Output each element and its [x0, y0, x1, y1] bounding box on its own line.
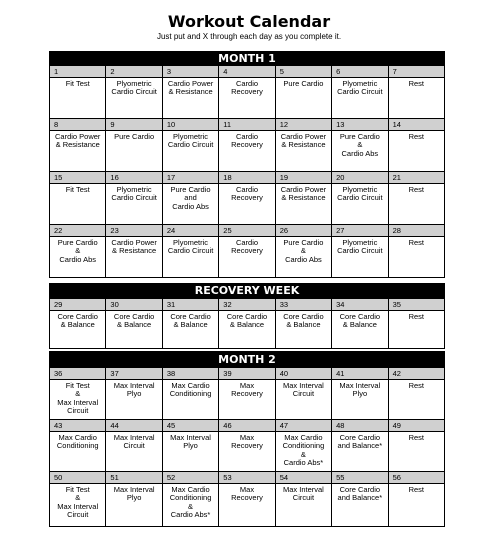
page-subtitle: Just put and X through each day as you complete it. [156, 32, 342, 41]
day-activity: Core Cardio & Balance [57, 312, 98, 330]
day-number: 35 [389, 299, 444, 311]
day-number: 24 [163, 225, 218, 237]
day-cell[interactable] [389, 299, 445, 349]
week-row [49, 119, 445, 172]
day-cell[interactable] [50, 172, 106, 225]
day-cell[interactable] [389, 119, 445, 172]
day-cell[interactable] [106, 368, 162, 420]
calendar-section [49, 351, 445, 527]
day-activity: Rest [408, 238, 424, 247]
day-activity: Cardio Power & Resistance [111, 238, 157, 256]
day-number: 46 [219, 420, 274, 432]
day-activity: Cardio Recovery [231, 79, 263, 97]
day-cell[interactable] [50, 119, 106, 172]
day-number: 36 [50, 368, 105, 380]
day-cell[interactable] [332, 420, 388, 472]
day-cell[interactable] [389, 225, 445, 278]
day-number: 19 [276, 172, 331, 184]
day-cell[interactable] [276, 368, 332, 420]
section-banner: MONTH 1 [49, 51, 445, 66]
day-activity: Rest [408, 185, 424, 194]
day-activity: Cardio Power & Resistance [280, 132, 327, 150]
day-number: 21 [389, 172, 444, 184]
day-activity: Max Interval Plyo [113, 485, 155, 503]
day-activity: Max Recovery [231, 433, 263, 451]
day-number: 51 [106, 472, 161, 484]
day-cell[interactable] [219, 225, 275, 278]
day-cell[interactable] [106, 66, 162, 119]
day-cell[interactable] [50, 420, 106, 472]
day-activity: Core Cardio and Balance* [337, 433, 383, 451]
day-cell[interactable] [163, 299, 219, 349]
day-activity: Max Interval Circuit [113, 433, 155, 451]
day-number: 33 [276, 299, 331, 311]
day-cell[interactable] [332, 368, 388, 420]
day-cell[interactable] [219, 420, 275, 472]
day-activity: Pure Cardio and Cardio Abs [170, 185, 211, 211]
day-number: 26 [276, 225, 331, 237]
day-activity: Max Interval Plyo [113, 381, 155, 399]
day-cell[interactable] [106, 420, 162, 472]
day-activity: Plyometric Cardio Circuit [337, 185, 383, 203]
day-number: 38 [163, 368, 218, 380]
day-cell[interactable] [163, 420, 219, 472]
day-cell[interactable] [276, 172, 332, 225]
day-number: 50 [50, 472, 105, 484]
day-activity: Max Interval Plyo [339, 381, 381, 399]
day-activity: Max Recovery [231, 485, 263, 503]
day-cell[interactable] [106, 225, 162, 278]
day-cell[interactable] [332, 299, 388, 349]
day-cell[interactable] [106, 119, 162, 172]
day-activity: Rest [408, 312, 424, 321]
week-row [49, 172, 445, 225]
day-cell[interactable] [50, 299, 106, 349]
day-activity: Plyometric Cardio Circuit [337, 238, 383, 256]
day-cell[interactable] [163, 368, 219, 420]
day-number: 42 [389, 368, 444, 380]
day-cell[interactable] [276, 119, 332, 172]
week-row [49, 472, 445, 527]
day-activity: Pure Cardio & Cardio Abs [283, 238, 324, 264]
week-row [49, 368, 445, 420]
day-activity: Plyometric Cardio Circuit [167, 132, 214, 150]
day-cell[interactable] [50, 66, 106, 119]
day-activity: Rest [408, 381, 424, 390]
day-activity: Cardio Recovery [231, 238, 263, 256]
week-row [49, 66, 445, 119]
day-activity: Max Cardio Conditioning & Cardio Abs* [282, 433, 325, 468]
day-number: 30 [106, 299, 161, 311]
day-cell[interactable] [276, 420, 332, 472]
day-number: 27 [332, 225, 387, 237]
day-number: 8 [50, 119, 105, 131]
day-number: 29 [50, 299, 105, 311]
section-banner: MONTH 2 [49, 351, 445, 368]
day-number: 20 [332, 172, 387, 184]
day-number: 5 [276, 66, 331, 78]
day-activity: Cardio Power & Resistance [280, 185, 327, 203]
day-cell[interactable] [332, 225, 388, 278]
day-number: 16 [106, 172, 161, 184]
day-activity: Rest [408, 485, 424, 494]
day-cell[interactable] [389, 420, 445, 472]
day-activity: Pure Cardio & Cardio Abs [57, 238, 98, 264]
day-activity: Rest [408, 433, 424, 442]
day-number: 49 [389, 420, 444, 432]
day-number: 56 [389, 472, 444, 484]
day-cell[interactable] [276, 472, 332, 527]
day-activity: Max Cardio Conditioning [169, 381, 212, 399]
day-number: 34 [332, 299, 387, 311]
day-cell[interactable] [219, 368, 275, 420]
day-activity: Core Cardio and Balance* [337, 485, 383, 503]
day-cell[interactable] [276, 225, 332, 278]
day-number: 47 [276, 420, 331, 432]
day-number: 37 [106, 368, 161, 380]
day-number: 22 [50, 225, 105, 237]
day-activity: Pure Cardio [283, 79, 324, 88]
day-cell[interactable] [276, 66, 332, 119]
day-number: 18 [219, 172, 274, 184]
week-row [49, 225, 445, 278]
day-number: 28 [389, 225, 444, 237]
day-cell[interactable] [163, 172, 219, 225]
day-activity: Cardio Power & Resistance [167, 79, 214, 97]
day-number: 48 [332, 420, 387, 432]
day-activity: Cardio Power & Resistance [54, 132, 101, 150]
day-number: 9 [106, 119, 161, 131]
day-activity: Pure Cardio & Cardio Abs [339, 132, 380, 158]
day-cell[interactable] [163, 66, 219, 119]
day-activity: Core Cardio & Balance [339, 312, 381, 330]
day-number: 12 [276, 119, 331, 131]
day-cell[interactable] [163, 119, 219, 172]
day-cell[interactable] [50, 225, 106, 278]
day-cell[interactable] [332, 66, 388, 119]
day-cell[interactable] [389, 172, 445, 225]
day-number: 32 [219, 299, 274, 311]
day-number: 52 [163, 472, 218, 484]
day-cell[interactable] [50, 368, 106, 420]
day-activity: Fit Test [65, 185, 90, 194]
day-number: 41 [332, 368, 387, 380]
day-number: 1 [50, 66, 105, 78]
day-activity: Cardio Recovery [231, 185, 263, 203]
day-activity: Fit Test & Max Interval Circuit [57, 485, 99, 520]
day-cell[interactable] [219, 119, 275, 172]
day-cell[interactable] [332, 172, 388, 225]
day-number: 25 [219, 225, 274, 237]
day-number: 10 [163, 119, 218, 131]
day-activity: Cardio Recovery [231, 132, 263, 150]
day-number: 7 [389, 66, 444, 78]
day-number: 3 [163, 66, 218, 78]
day-number: 53 [219, 472, 274, 484]
day-cell[interactable] [389, 368, 445, 420]
day-activity: Core Cardio & Balance [226, 312, 268, 330]
day-activity: Plyometric Cardio Circuit [337, 79, 383, 97]
day-number: 6 [332, 66, 387, 78]
calendar-section [49, 51, 445, 278]
day-activity: Core Cardio & Balance [113, 312, 155, 330]
day-number: 4 [219, 66, 274, 78]
day-activity: Max Cardio Conditioning [56, 433, 99, 451]
day-cell[interactable] [219, 172, 275, 225]
day-cell[interactable] [163, 225, 219, 278]
day-number: 44 [106, 420, 161, 432]
day-cell[interactable] [106, 172, 162, 225]
day-number: 13 [332, 119, 387, 131]
day-number: 31 [163, 299, 218, 311]
day-number: 55 [332, 472, 387, 484]
day-activity: Pure Cardio [114, 132, 155, 141]
day-number: 23 [106, 225, 161, 237]
page-title: Workout Calendar [167, 12, 331, 31]
day-number: 43 [50, 420, 105, 432]
day-cell[interactable] [106, 299, 162, 349]
day-cell[interactable] [389, 472, 445, 527]
day-activity: Max Interval Circuit [282, 485, 324, 503]
day-cell[interactable] [50, 472, 106, 527]
day-activity: Plyometric Cardio Circuit [111, 185, 157, 203]
day-number: 15 [50, 172, 105, 184]
week-row [49, 299, 445, 349]
day-activity: Rest [408, 79, 424, 88]
day-number: 11 [219, 119, 274, 131]
day-number: 39 [219, 368, 274, 380]
day-activity: Max Interval Circuit [282, 381, 324, 399]
day-number: 45 [163, 420, 218, 432]
day-cell[interactable] [389, 66, 445, 119]
day-activity: Max Recovery [231, 381, 263, 399]
day-activity: Plyometric Cardio Circuit [111, 79, 157, 97]
day-activity: Fit Test [65, 79, 90, 88]
day-activity: Plyometric Cardio Circuit [167, 238, 214, 256]
day-cell[interactable] [276, 299, 332, 349]
day-cell[interactable] [163, 472, 219, 527]
day-activity: Max Interval Plyo [170, 433, 211, 451]
section-banner: RECOVERY WEEK [49, 283, 445, 299]
day-cell[interactable] [332, 119, 388, 172]
day-activity: Fit Test & Max Interval Circuit [57, 381, 99, 416]
day-activity: Core Cardio & Balance [170, 312, 211, 330]
week-row [49, 420, 445, 472]
calendar-section [49, 283, 445, 349]
day-cell[interactable] [219, 66, 275, 119]
day-activity: Core Cardio & Balance [283, 312, 324, 330]
day-number: 54 [276, 472, 331, 484]
day-number: 2 [106, 66, 161, 78]
day-number: 14 [389, 119, 444, 131]
day-number: 40 [276, 368, 331, 380]
day-cell[interactable] [219, 299, 275, 349]
day-number: 17 [163, 172, 218, 184]
day-cell[interactable] [106, 472, 162, 527]
day-cell[interactable] [219, 472, 275, 527]
day-cell[interactable] [332, 472, 388, 527]
day-activity: Rest [408, 132, 424, 141]
day-activity: Max Cardio Conditioning & Cardio Abs* [169, 485, 212, 520]
